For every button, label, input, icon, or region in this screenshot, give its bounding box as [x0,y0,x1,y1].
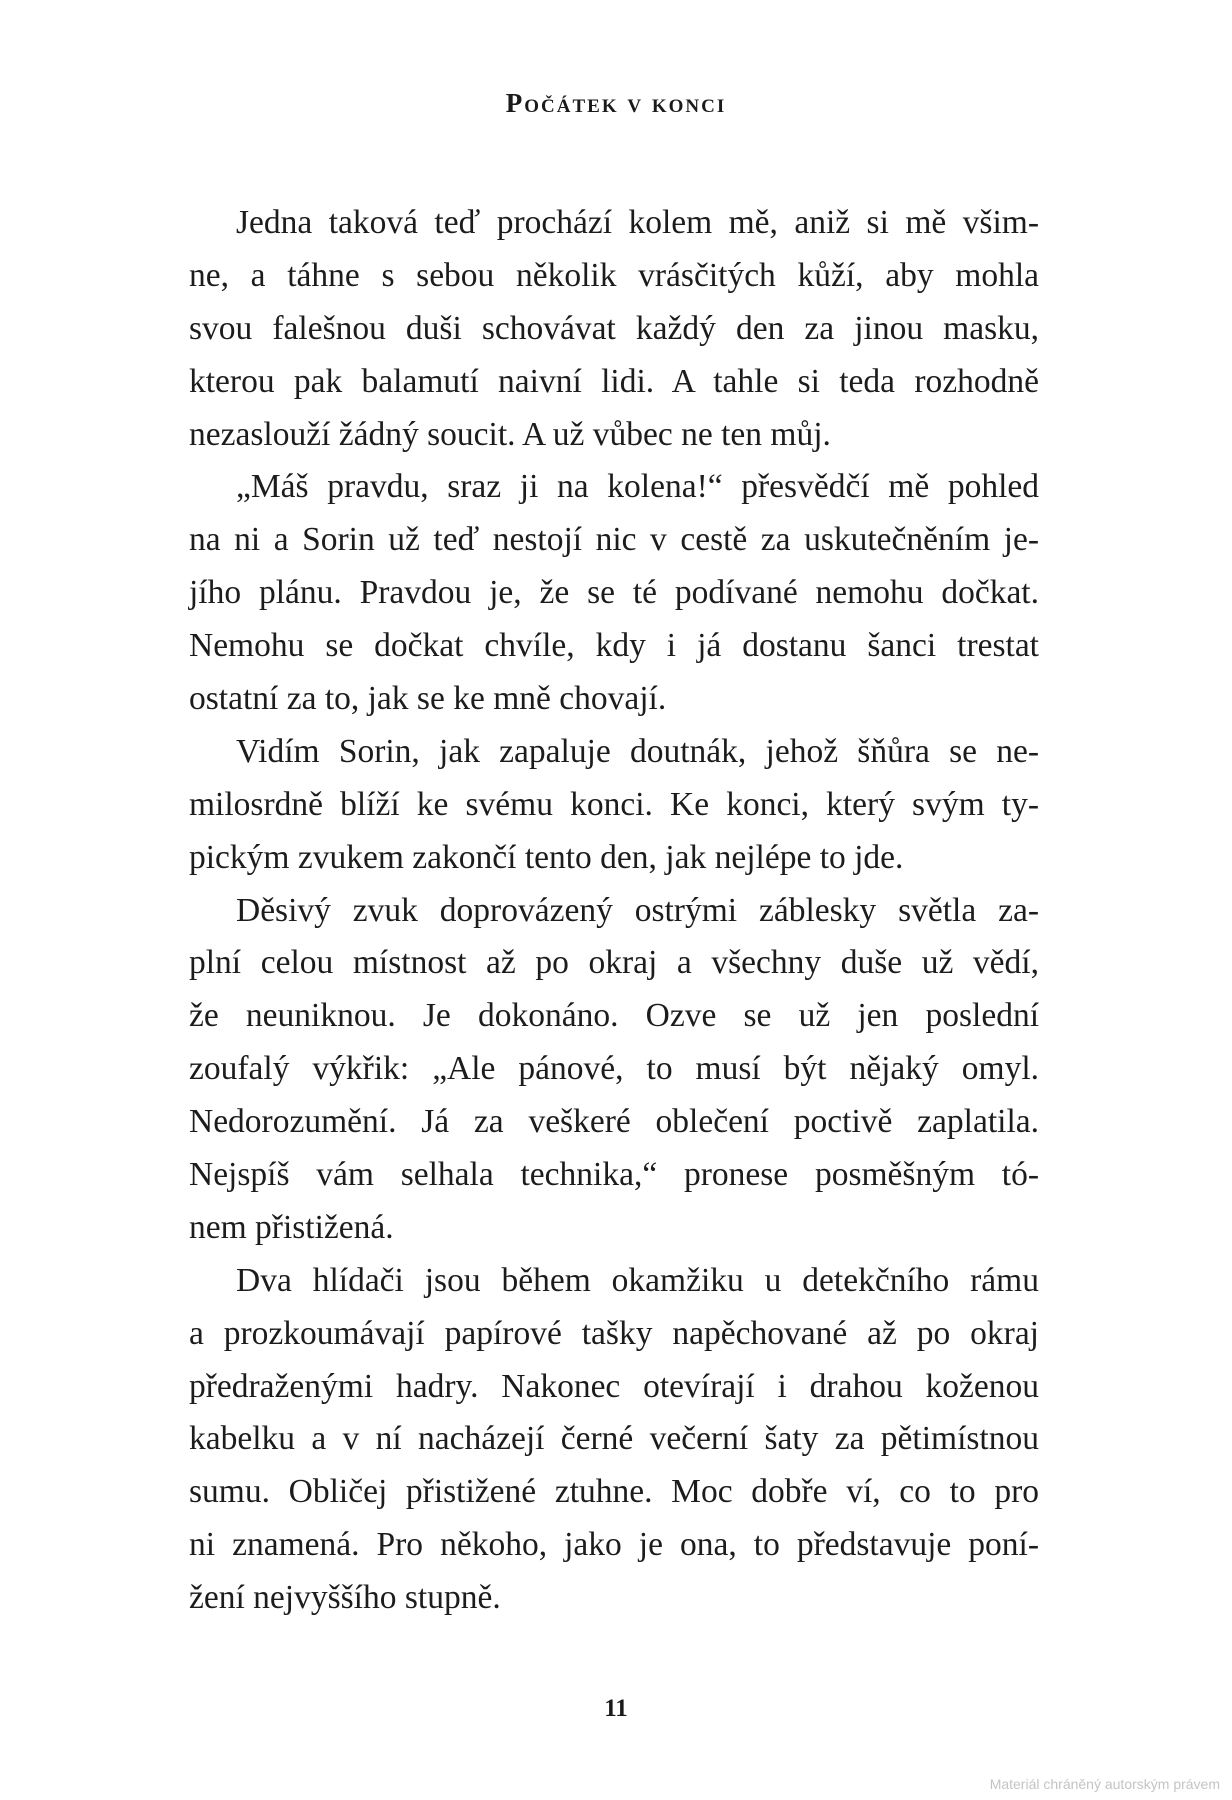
text-line: zoufalý výkřik: „Ale pánové, to musí být nějaký omyl. [189,1050,1039,1088]
text-line: milosrdně blíží ke svému konci. Ke konci, který svým ty- [189,785,1039,823]
text-line: ne, a táhne s sebou několik vrásčitých kůží, aby mohla [189,256,1039,294]
text-line: Děsivý zvuk doprovázený ostrými záblesky světla za- [236,891,1039,929]
text-line: „Máš pravdu, sraz ji na kolena!“ přesvědčí mě pohled [236,468,1039,506]
text-line: pickým zvukem zakončí tento den, jak nejlépe to jde. [189,838,904,876]
page-number: 11 [604,1695,628,1722]
running-head: Počátek v konci [505,88,727,118]
text-line: Nedorozumění. Já za veškeré oblečení poctivě zaplatila. [189,1103,1039,1141]
copyright-watermark: Materiál chráněný autorským právem [989,1776,1220,1792]
text-line: na ni a Sorin už teď nestojí nic v cestě za uskutečněním je- [189,521,1039,559]
text-line: žení nejvyššího stupně. [189,1579,501,1617]
text-line: plní celou místnost až po okraj a všechny duše už vědí, [189,944,1039,982]
text-line: svou falešnou duši schovávat každý den za jinou masku, [189,309,1039,347]
text-line: ni znamená. Pro někoho, jako je ona, to představuje poní- [189,1526,1039,1564]
text-line: a prozkoumávají papírové tašky napěchované až po okraj [189,1314,1039,1352]
text-line: jího plánu. Pravdou je, že se té podívané nemohu dočkat. [189,574,1039,612]
text-line: Vidím Sorin, jak zapaluje doutnák, jehož šňůra se ne- [236,732,1039,770]
text-line: ostatní za to, jak se ke mně chovají. [189,680,667,718]
text-line: nezaslouží žádný soucit. A už vůbec ne ten můj. [189,415,831,453]
text-line: sumu. Obličej přistižené ztuhne. Moc dobře ví, co to pro [189,1473,1039,1511]
text-line: kabelku a v ní nacházejí černé večerní šaty za pětimístnou [189,1420,1039,1458]
text-line: Dva hlídači jsou během okamžiku u detekčního rámu [236,1261,1039,1299]
text-line: že neuniknou. Je dokonáno. Ozve se už jen poslední [189,997,1039,1035]
text-line: Nemohu se dočkat chvíle, kdy i já dostanu šanci trestat [189,627,1039,665]
body-text [189,197,1039,1625]
text-line: nem přistižená. [189,1208,394,1246]
text-line: kterou pak balamutí naivní lidi. A tahle si teda rozhodně [189,362,1039,400]
text-line: předraženými hadry. Nakonec otevírají i drahou koženou [189,1367,1039,1405]
text-line: Nejspíš vám selhala technika,“ pronese posměšným tó- [189,1156,1039,1194]
text-line: Jedna taková teď prochází kolem mě, aniž si mě všim- [236,204,1039,241]
